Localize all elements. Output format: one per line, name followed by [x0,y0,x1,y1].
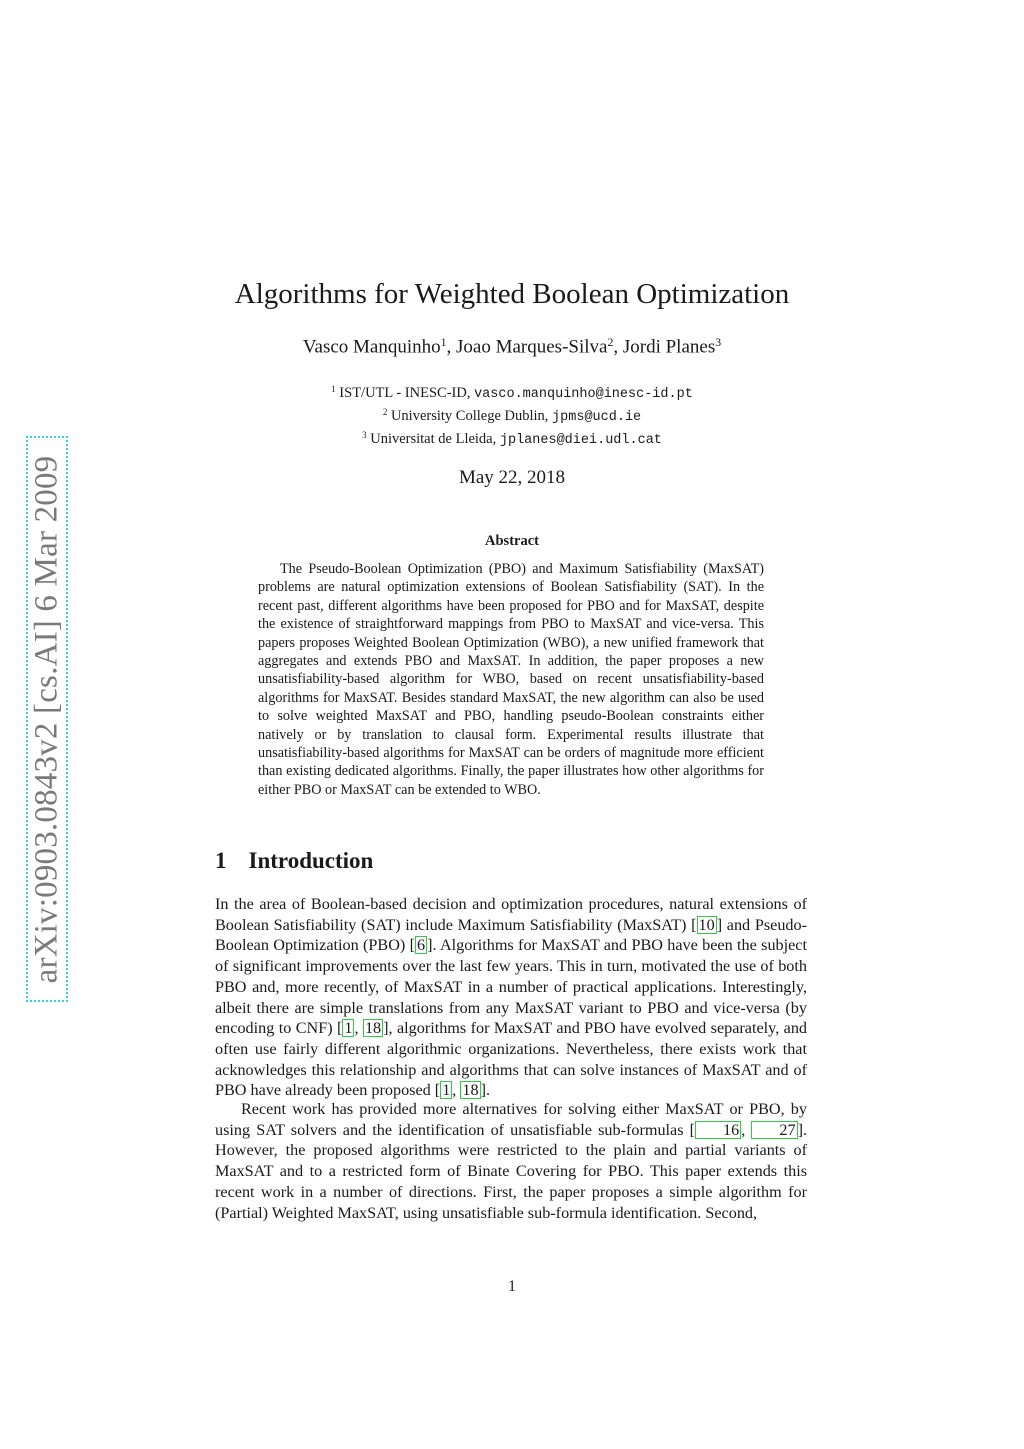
affiliation-mark: 3 [362,430,367,440]
affiliation-mark: 1 [331,384,336,394]
affiliation-line [0,407,1024,425]
affiliation-email[interactable]: jplanes@diei.udl.cat [499,432,662,448]
abstract-text: The Pseudo-Boolean Optimization (PBO) and Maximum Satisfiability (MaxSAT) problems are natural optimization extensions of Boolean Satisfiability (SAT). In the recent past, different algorithms have been proposed for PBO and for MaxSAT, despite the existence of straightforward mappings from PBO to MaxSAT and vice-versa. This papers proposes Weighted Boolean Optimization (WBO), a new unified framework that aggregates and extends PBO and MaxSAT. In addition, the paper proposes a new unsatisfiability-based algorithm for WBO, based on recent unsatisfiability-based algorithms for MaxSAT. Besides standard MaxSAT, the new algorithm can also be used to solve weighted MaxSAT and PBO, handling pseudo-Boolean constraints either natively or by translation to clausal form. Experimental results illustrate that unsatisfiability-based algorithms for MaxSAT can be orders of magnitude more efficient than existing dedicated algorithms. Finally, the paper illustrates how other algorithms for either PBO or MaxSAT can be extended to WBO. [258,561,764,798]
section-number: 1 [215,848,227,873]
affiliation-mark: 2 [382,407,388,417]
author-list: Vasco Manquinho$^1$, Joao Marques-Silva$^2$, Jordi Planes$^3$ [302,336,722,358]
citation-link[interactable]: 1 [344,1019,353,1038]
citation-link[interactable]: 16 [695,1121,741,1139]
intro-paragraph-1: In the area of Boolean-based decision and optimization procedures, natural extensions of Boolean Satisfiability (SAT) include Maximum Satisfiability (MaxSAT) [ 10 ] and Pseudo-Boolean Optimization (PBO) [ 6 ]. Algorithms for MaxSAT and PBO have been the subject of significant improvements over the last few years. This in turn, motivated the use of both PBO and, more recently, of MaxSAT in a number of practical applications. Interestingly, albeit there are simple translations from any MaxSAT variant to PBO and vice-versa (by encoding to CNF) [ 1 , 18 ], algorithms for MaxSAT and PBO have evolved separately, and often use fairly different algorithmic organizations. Nevertheless, there exists work that acknowledges this relationship and algorithms that can solve instances of MaxSAT and of PBO have already been proposed [ 1 , 18 ]. [215,895,808,1100]
affiliation-email[interactable]: jpms@ucd.ie [552,409,642,425]
abstract-heading: Abstract [485,533,539,549]
citation-link[interactable]: 18 [364,1019,382,1038]
citation-link[interactable]: 10 [698,915,715,934]
affiliation-line [0,430,1024,448]
page-number: 1 [508,1278,516,1295]
author-name: Jordi Planes [622,336,716,358]
citation-link[interactable]: 6 [417,936,426,955]
author-affiliation-mark: 3 [715,336,722,349]
arxiv-identifier-text: arXiv:0903.0843v2 [cs.AI] 6 Mar 2009 [28,455,65,983]
publication-date: May 22, 2018 [458,467,566,488]
affiliation-email[interactable]: vasco.manquinho@inesc-id.pt [474,386,693,402]
affiliation-text: University College Dublin, [390,407,553,424]
affiliation-text: IST/UTL - INESC-ID, [339,384,475,401]
author-affiliation-mark: 1 [440,336,447,349]
affiliation-line [0,384,1024,402]
section-title: Introduction [248,848,374,873]
intro-paragraph-2: Recent work has provided more alternatives for solving either MaxSAT or PBO, by using SAT solvers and the identification of unsatisfiable sub-formulas [ 16 , 27 ]. However, the proposed algorithms were restricted to the plain and partial variants of MaxSAT and to a restricted form of Binate Covering for PBO. This paper extends this recent work in a number of directions. First, the paper proposes a simple algorithm for (Partial) Weighted MaxSAT, using unsatisfiable sub-formula identification. Second, [215,1100,808,1222]
author-affiliation-mark: 2 [607,336,614,349]
author-name: Joao Marques-Silva [456,336,608,358]
affiliation-text: Universitat de Lleida, [370,430,500,447]
citation-link[interactable]: 27 [751,1121,797,1139]
paper-title: Algorithms for Weighted Boolean Optimization [234,278,790,310]
citation-link[interactable]: 18 [462,1081,479,1100]
arxiv-identifier-stamp [26,436,68,1002]
citation-link[interactable]: 1 [442,1081,451,1100]
section-heading [215,848,373,874]
author-name: Vasco Manquinho [302,336,441,358]
